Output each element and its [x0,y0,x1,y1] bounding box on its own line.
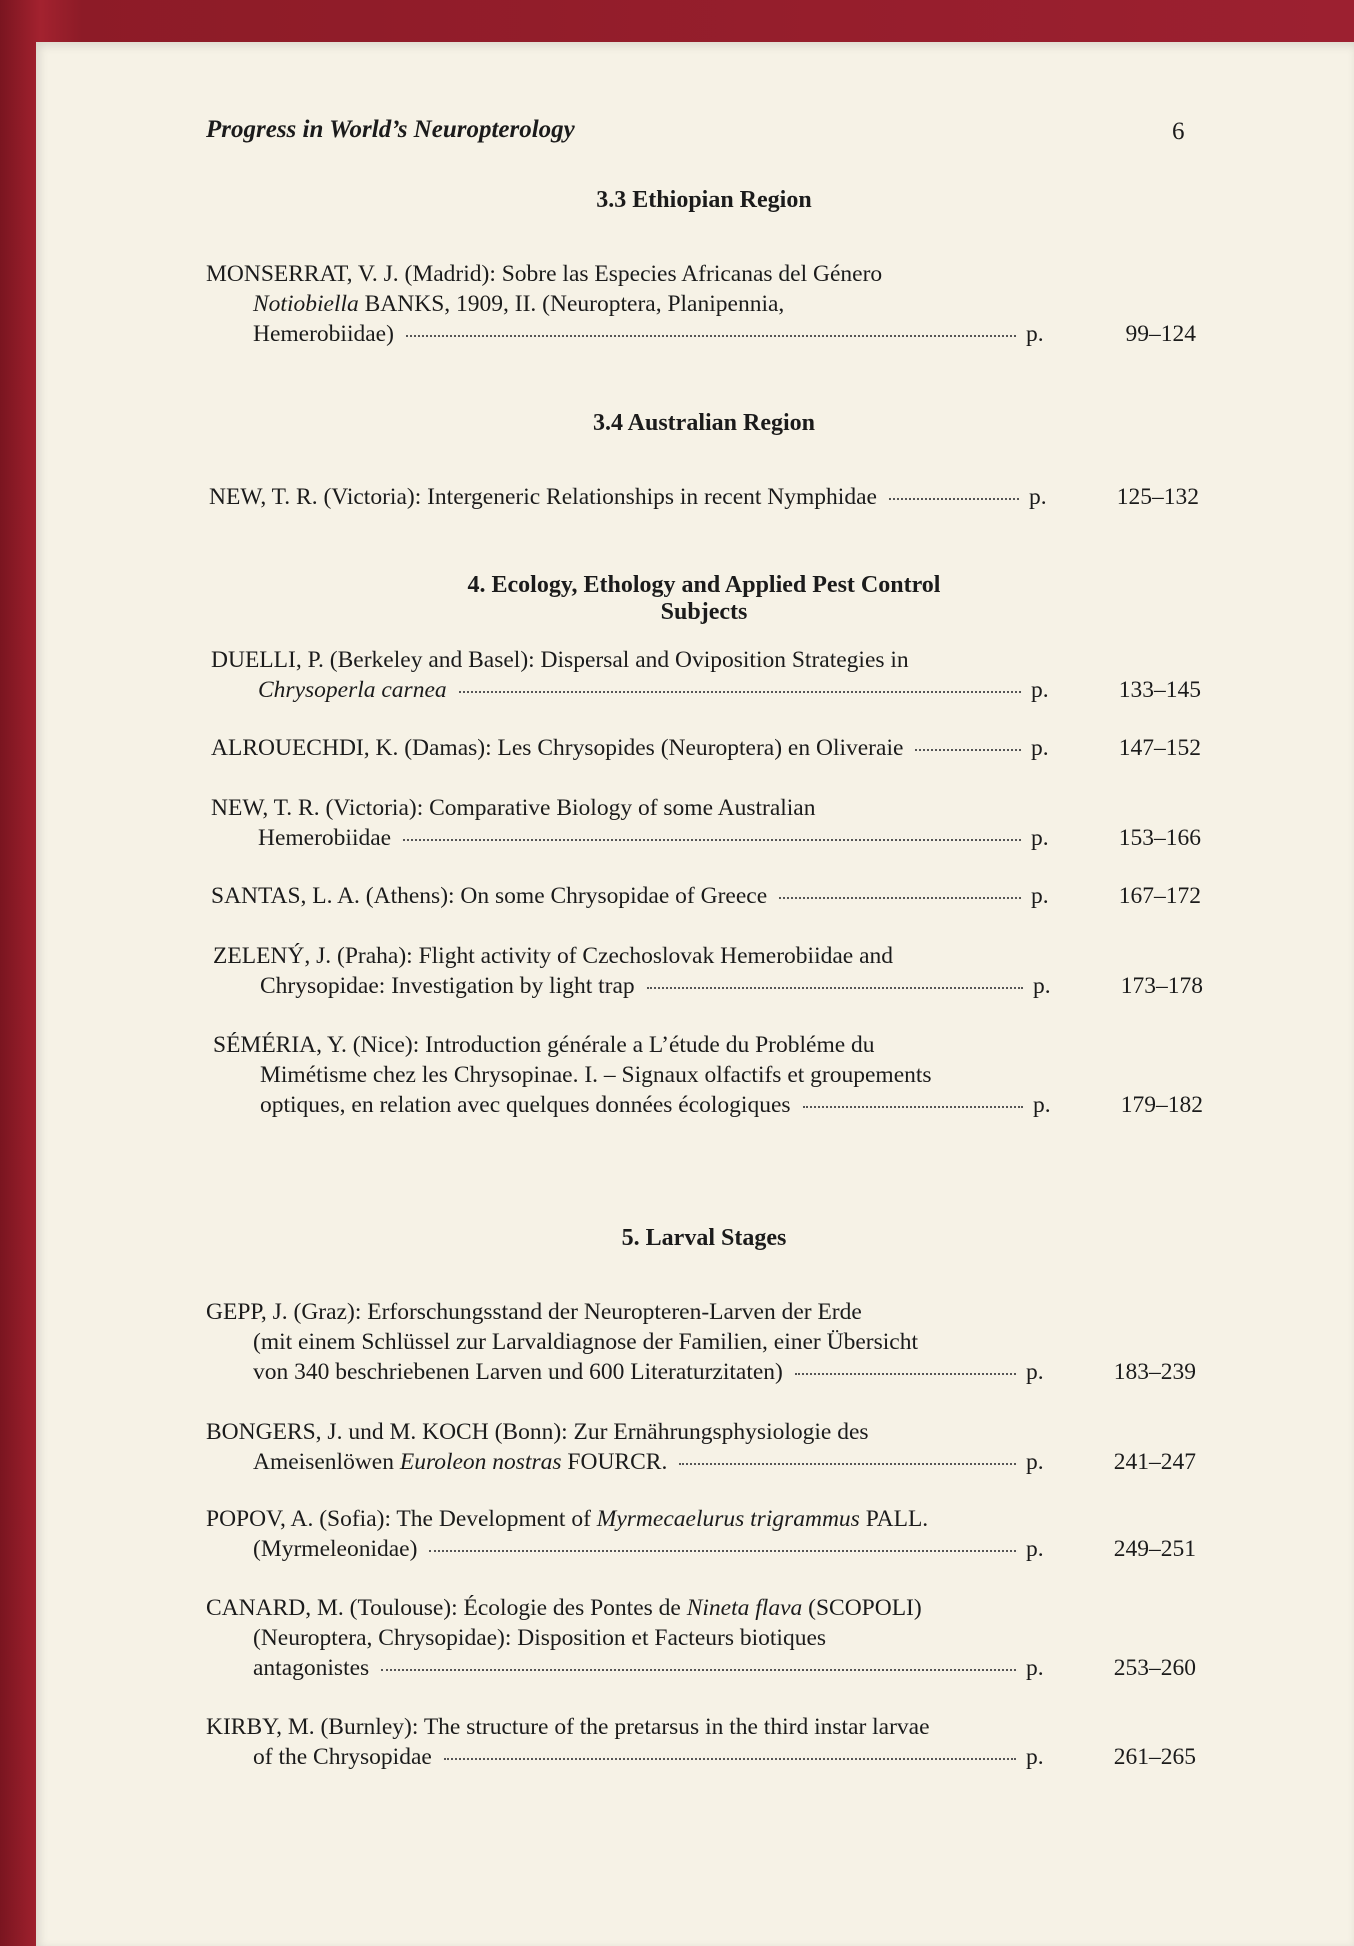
toc-entry[interactable]: GEPP, J. (Graz): Erforschungsstand der Neuropteren-Larven der Erde (mit einem Schlüssel zur Larvaldiagnose der Familien, einer Übersicht von 340 beschriebenen Larven und 600 Literaturzitaten) p. 183–239 [206,1299,1196,1385]
toc-entry[interactable]: BONGERS, J. und M. KOCH (Bonn): Zur Ernährungsphysiologie des Ameisenlöwen Euroleon nostras FOURCR. p. 241–247 [206,1419,1196,1475]
page-range: 173–178 [1120,973,1203,999]
dot-leader [403,837,1021,841]
dot-leader [679,1461,1016,1465]
toc-entry[interactable]: ALROUECHDI, K. (Damas): Les Chrysopides (Neuroptera) en Oliveraie p. 147–152 [211,735,1201,761]
page-range: 153–166 [1118,825,1201,851]
dot-leader [779,895,1021,899]
dot-leader [459,689,1021,693]
dot-leader [381,1667,1016,1671]
toc-entry[interactable]: NEW, T. R. (Victoria): Comparative Biology of some Australian Hemerobiidae p. 153–166 [211,795,1201,851]
dot-leader [429,1548,1016,1552]
page-range: 183–239 [1113,1359,1196,1385]
page-range: 249–251 [1113,1536,1196,1562]
page-range: 179–182 [1120,1092,1203,1118]
section-heading: 3.3 Ethiopian Region [596,187,812,213]
toc-entry[interactable]: DUELLI, P. (Berkeley and Basel): Dispersal and Oviposition Strategies in Chrysoperla carnea p. 133–145 [211,647,1201,703]
toc-entry[interactable]: SANTAS, L. A. (Athens): On some Chrysopidae of Greece p. 167–172 [211,883,1201,909]
running-head: Progress in World’s Neuropterology [206,116,575,143]
section-heading: 3.4 Australian Region [592,410,816,436]
dot-leader [915,747,1021,751]
page-number: 6 [1172,118,1185,145]
page-range: 261–265 [1113,1744,1196,1770]
page-range: 253–260 [1113,1655,1196,1681]
dot-leader [444,1756,1016,1760]
toc-entry[interactable]: KIRBY, M. (Burnley): The structure of the pretarsus in the third instar larvae of the Chrysopidae p. 261–265 [206,1714,1196,1770]
page-range: 125–132 [1116,484,1199,510]
toc-entry[interactable]: ZELENÝ, J. (Praha): Flight activity of Czechoslovak Hemerobiidae and Chrysopidae: Investigation by light trap p. 173–178 [213,943,1203,999]
section-heading: 5. Larval Stages [621,1225,787,1251]
dot-leader [406,333,1016,337]
toc-entry[interactable]: MONSERRAT, V. J. (Madrid): Sobre las Especies Africanas del Género Notiobiella BANKS, 1909, II. (Neuroptera, Planipennia, Hemerobiidae) p. 99–124 [206,261,1196,347]
page-range: 133–145 [1118,677,1201,703]
toc-entry[interactable]: SÉMÉRIA, Y. (Nice): Introduction générale a L’étude du Probléme du Mimétisme chez les Chrysopinae. I. – Signaux olfactifs et groupements optiques, en relation avec quelques données écologiques p. 179–182 [213,1032,1203,1118]
dot-leader [803,1104,1023,1108]
page-range: 167–172 [1118,883,1201,909]
page-range: 99–124 [1125,321,1196,347]
dot-leader [795,1371,1016,1375]
dot-leader [889,496,1019,500]
section-heading: 4. Ecology, Ethology and Applied Pest Control Subjects [467,572,941,625]
toc-entry[interactable]: POPOV, A. (Sofia): The Development of Myrmecaelurus trigrammus PALL. (Myrmeleonidae) p. 249–251 [206,1506,1196,1562]
page-range: 241–247 [1113,1449,1196,1475]
toc-entry[interactable]: NEW, T. R. (Victoria): Intergeneric Relationships in recent Nymphidae p. 125–132 [209,484,1199,510]
dot-leader [647,985,1023,989]
page-range: 147–152 [1118,735,1201,761]
toc-entry[interactable]: CANARD, M. (Toulouse): Écologie des Pontes de Nineta flava (SCOPOLI) (Neuroptera, Chrysopidae): Disposition et Facteurs biotiques antagonistes p. 253–260 [206,1595,1196,1681]
